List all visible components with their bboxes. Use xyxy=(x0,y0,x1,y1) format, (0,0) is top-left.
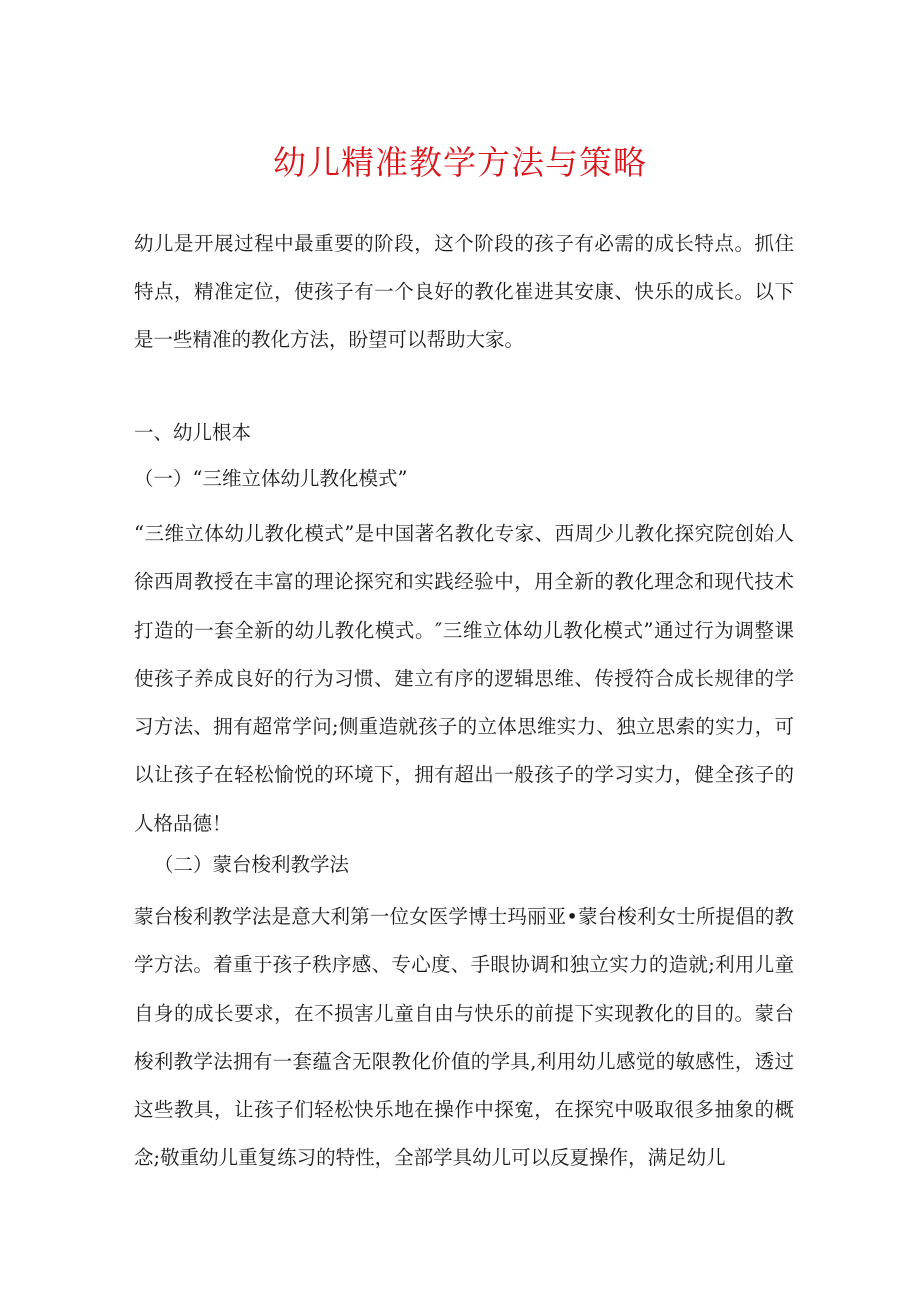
section-heading-basics: 一、幼儿根本 xyxy=(134,421,252,444)
intro-paragraph: 幼儿是开展过程中最重要的阶段，这个阶段的孩子有必需的成长特点。抓住特点，精准定位，使孩子有一个良好的教化崔进其安康、快乐的成长。以下是一些精准的教化方法，盼望可以帮助大家。 xyxy=(134,232,794,351)
subsection-heading-3d-model: （一）“三维立体幼儿教化模式” xyxy=(134,467,408,490)
subsection-heading-montessori: （二）蒙台梭利教学法 xyxy=(154,853,350,876)
document-title: 幼儿精准教学方法与策略 xyxy=(273,143,647,182)
subsection-paragraph-montessori: 蒙台梭利教学法是意大利第一位女医学博士玛丽亚•蒙台梭利女士所提倡的教学方法。着重于孩子秩序感、专心度、手眼协调和独立实力的造就;利用儿童自身的成长要求，在不损害儿童自由与快乐的前提下实现教化的目的。蒙台梭利教学法拥有一套蕴含无限教化价值的学具,利用幼儿感觉的敏感性，透过这些教具，让孩子们轻松快乐地在操作中探寃，在探究中吸取很多抽象的概念;敬重幼儿重复练习的特性，全部学具幼儿可以反夏操作，满足幼儿 xyxy=(134,905,794,1170)
subsection-paragraph-3d-model: “三维立体幼儿教化模式”是中国著名教化专家、西周少儿教化探究院创始人徐西周教授在丰富的理论探究和实践经验中，用全新的教化理念和现代技术打造的一套全新的幼儿教化模式。″三维立体幼儿教化模式”通过行为调整课使孩子养成良好的行为习惯、建立有序的逻辑思维、传授符合成长规律的学习方法、拥有超常学问;侧重造就孩子的立体思维实力、独立思索的实力，可以让孩子在轻松愉悦的环境下，拥有超出一般孩子的学习实力，健全孩子的人格品德！ xyxy=(134,522,794,835)
